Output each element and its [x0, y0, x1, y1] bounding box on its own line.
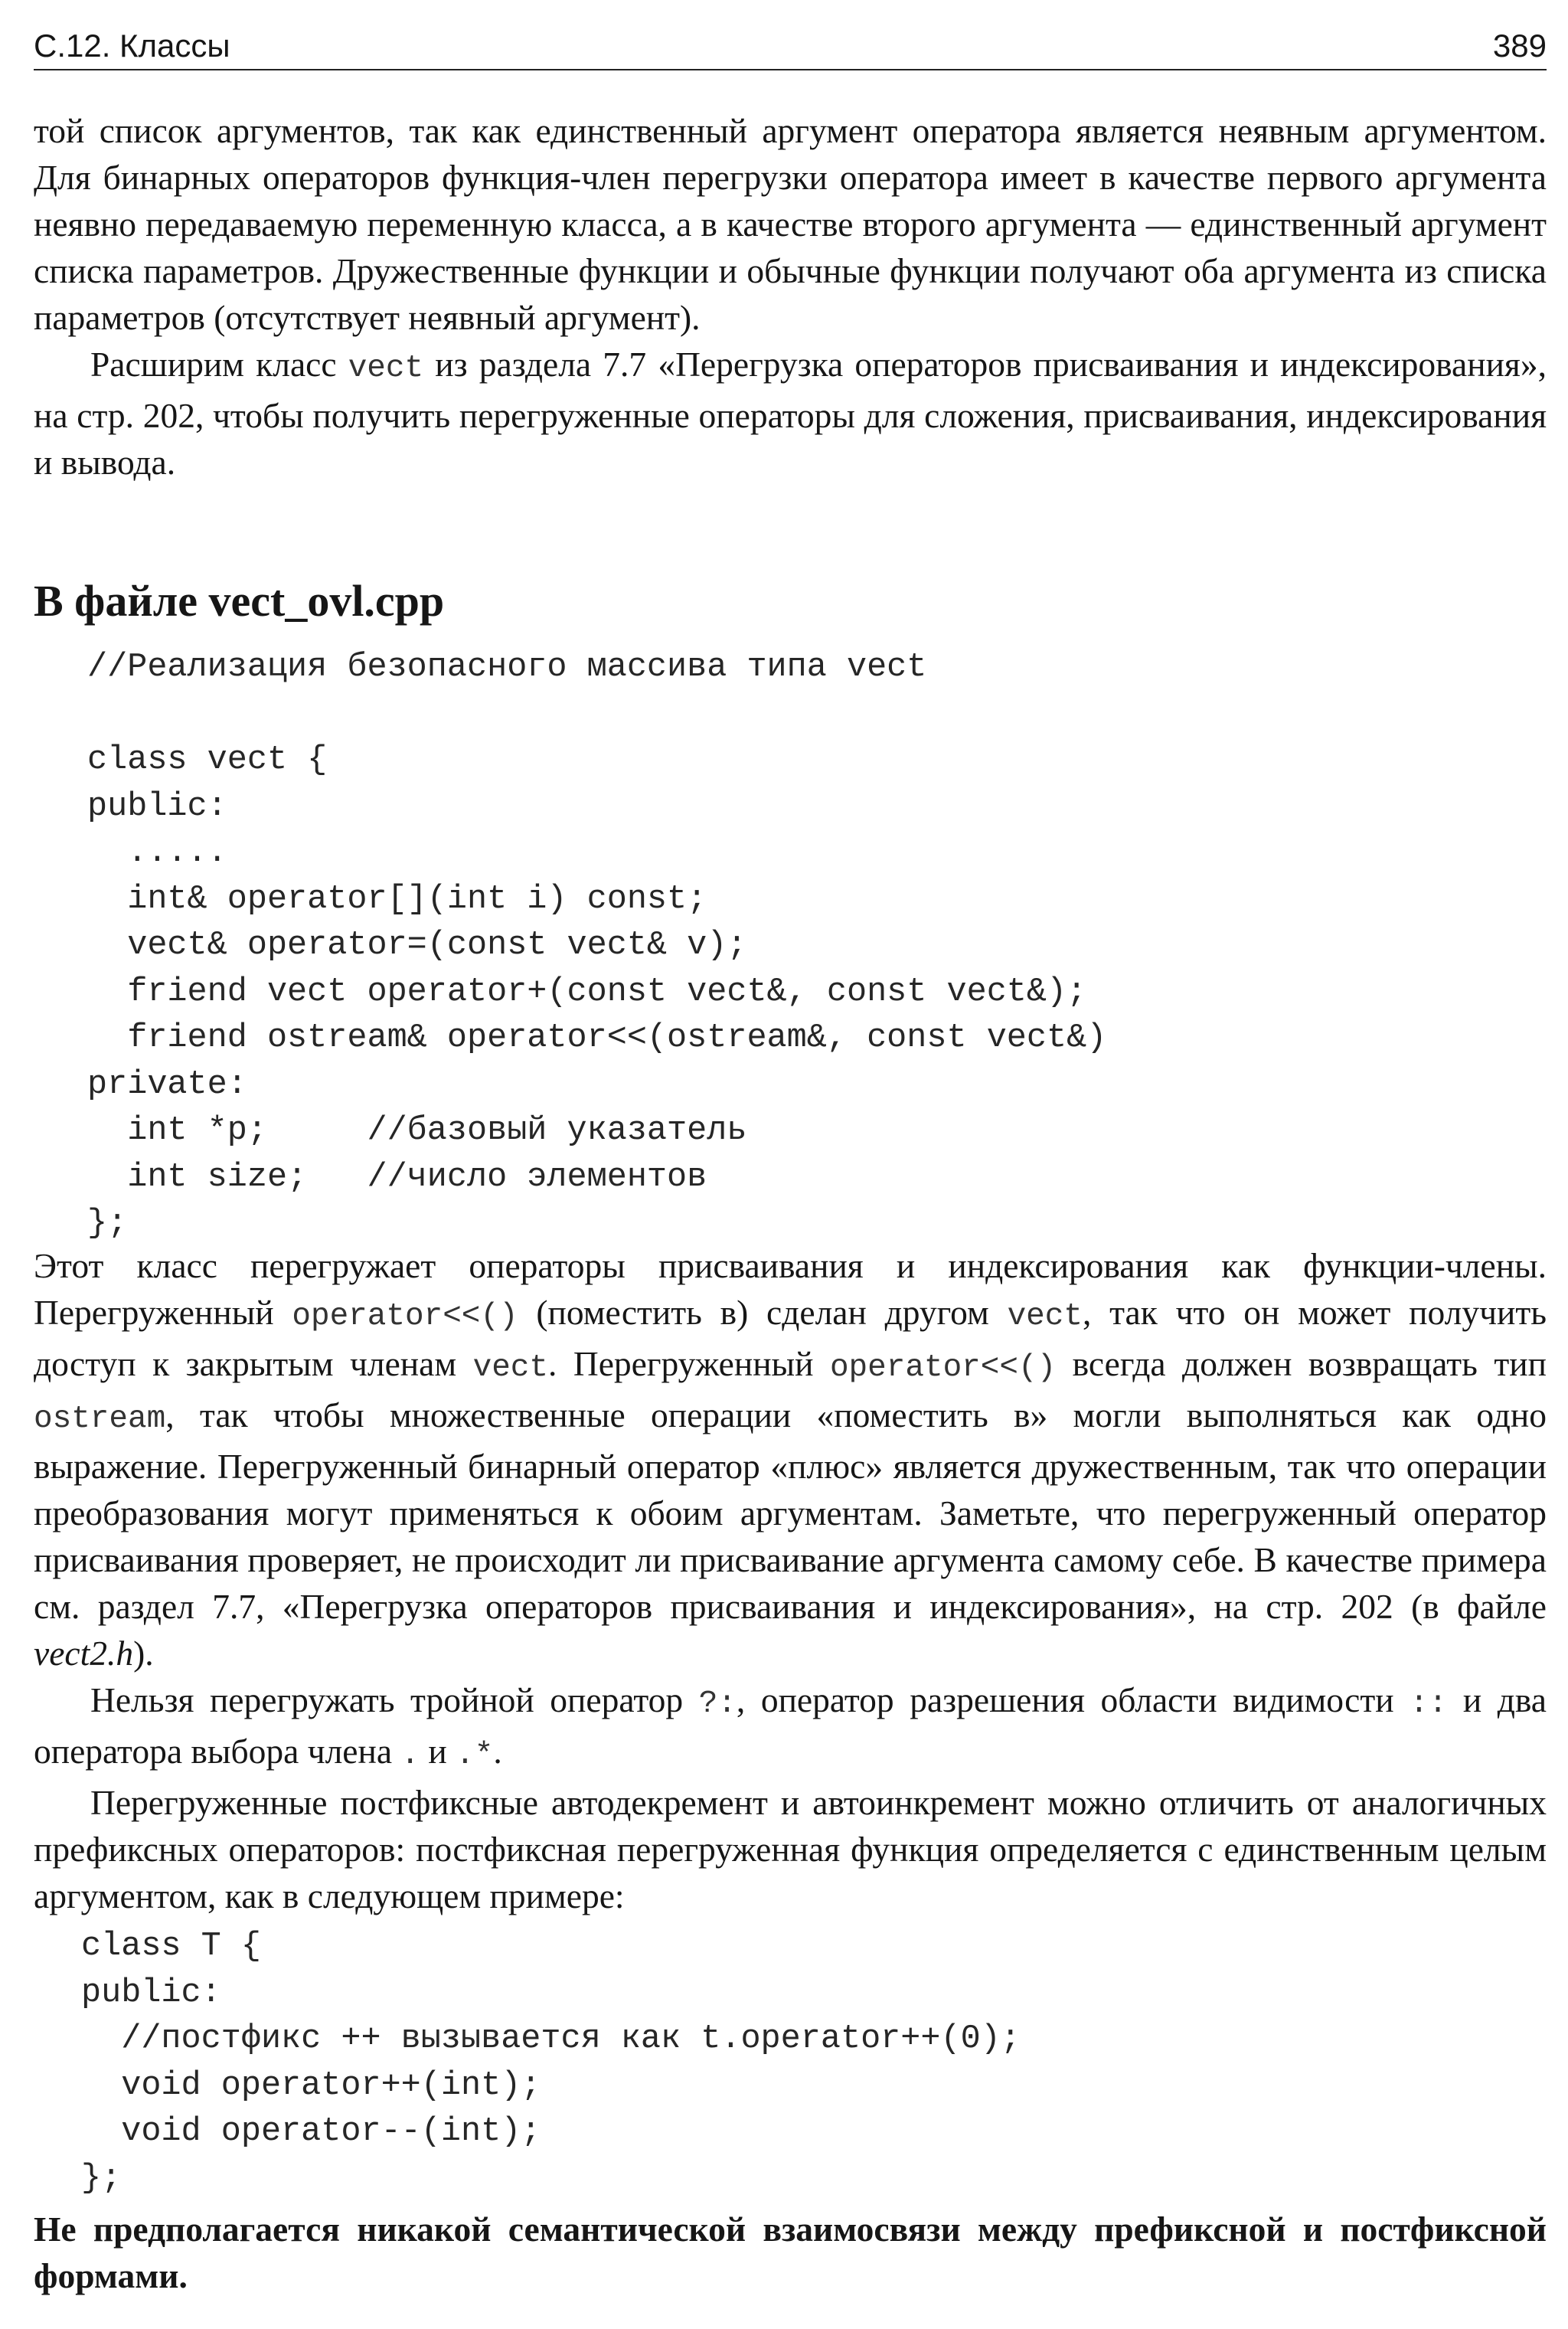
extend-code-vect: vect — [348, 351, 424, 386]
extend-text-before: Расширим класс — [90, 345, 348, 384]
final-paragraph: Не предполагается никакой семантической взаимосвязи между префиксной и постфиксной формами. — [34, 2210, 1547, 2295]
code-line: int& operator[](int i) const; — [87, 880, 707, 918]
explanation-section — [34, 1242, 1547, 1919]
code-line: }; — [87, 1205, 128, 1242]
no-overload-paragraph — [34, 1676, 1547, 1779]
code-line: friend ostream& operator<<(ostream&, const vect&) — [87, 1019, 1107, 1057]
expl-file-name: vect2.h — [34, 1634, 134, 1673]
explanation-paragraph — [34, 1242, 1547, 1676]
code-line: }; — [81, 2159, 122, 2197]
extend-text-after: из раздела 7.7 «Перегрузка операторов присваивания и индексирования», на стр. 202, чтобы получить перегруженные операторы для сложения, присваивания, индексирования и вывода. — [34, 345, 1547, 482]
expl-text-5: всегда должен возвращать тип — [1056, 1344, 1547, 1383]
final-section — [34, 2206, 1547, 2299]
expl-code-4: operator<<() — [829, 1350, 1057, 1385]
intro-section — [34, 107, 1547, 486]
extend-paragraph — [34, 341, 1547, 486]
code-line: void operator--(int); — [81, 2113, 541, 2151]
expl-code-5: ostream — [34, 1402, 166, 1437]
file-heading: В файле vect_ovl.cpp — [34, 576, 445, 626]
code-line: public: — [87, 787, 227, 826]
nov-text-5: . — [493, 1732, 502, 1771]
nov-text-1: Нельзя перегружать тройной оператор — [90, 1680, 699, 1719]
nov-code-3: . — [400, 1738, 420, 1773]
expl-text-2: (поместить в) сделан другом — [518, 1293, 1008, 1332]
nov-code-1: ?: — [698, 1686, 737, 1722]
running-header — [34, 23, 1547, 70]
expl-code-1: operator<<() — [292, 1299, 518, 1334]
expl-code-3: vect — [472, 1350, 549, 1385]
code-line: class vect { — [87, 741, 328, 779]
code-block-vect — [87, 645, 1106, 1248]
code-line: vect& operator=(const vect& v); — [87, 927, 747, 964]
code-line: int size; //число элементов — [87, 1158, 707, 1196]
code-line: public: — [81, 1974, 221, 2012]
nov-text-3: и два оператора выбора члена — [34, 1680, 1547, 1771]
code-line: int *p; //базовый указатель — [87, 1112, 747, 1150]
expl-code-2: vect — [1007, 1299, 1083, 1334]
nov-code-4: .* — [456, 1738, 494, 1773]
intro-paragraph: той список аргументов, так как единственный аргумент оператора является неявным аргументом. Для бинарных операторов функция-член перегрузки оператора имеет в качестве первого аргумента неявно передаваемую переменную класса, а в качестве второго аргумента — единственный аргумент списка параметров. Дружественные функции и обычные функции получают оба аргумента из списка параметров (отсутствует неявный аргумент). — [34, 111, 1547, 337]
expl-text-4: . Перегруженный — [548, 1344, 830, 1383]
expl-text-6: , так чтобы множественные операции «поместить в» могли выполняться как одно выражение. Перегруженный бинарный оператор «плюс» является дружественным, так что операции преобразования могут применяться к обоим аргументам. Заметьте, что перегруженный оператор присваивания проверяет, не происходит ли присваивание аргумента самому себе. В качестве примера см. раздел 7.7, «Перегрузка операторов присваивания и индексирования», на стр. 202 (в файле — [34, 1395, 1547, 1626]
code-line: void operator++(int); — [81, 2066, 541, 2105]
nov-code-2: :: — [1410, 1686, 1448, 1722]
expl-text-7: ). — [133, 1634, 154, 1673]
chapter-title: С.12. Классы — [34, 28, 230, 64]
code-line: //Реализация безопасного массива типа vect — [87, 649, 927, 686]
code-line: //постфикс ++ вызывается как t.operator++(0); — [81, 2020, 1021, 2058]
nov-text-4: и — [420, 1732, 456, 1771]
code-line: private: — [87, 1065, 247, 1104]
book-page — [34, 0, 1547, 2329]
page-number: 389 — [1492, 28, 1547, 64]
code-line: ..... — [87, 834, 227, 872]
expl-text-1: Этот класс перегружает операторы присваивания и индексирования как функции-члены. Перегруженный — [34, 1246, 1547, 1332]
code-line: class T { — [81, 1928, 261, 1965]
postfix-paragraph: Перегруженные постфиксные автодекремент и автоинкремент можно отличить от аналогичных префиксных операторов: постфиксная перегруженная функция определяется с единственным целым аргументом, как в следующем примере: — [34, 1783, 1547, 1915]
code-block-postfix — [81, 1924, 1021, 2202]
nov-text-2: , оператор разрешения области видимости — [736, 1680, 1410, 1719]
code-line: friend vect operator+(const vect&, const vect&); — [87, 973, 1087, 1011]
expl-text-3: , так что он может получить доступ к закрытым членам — [34, 1293, 1547, 1383]
